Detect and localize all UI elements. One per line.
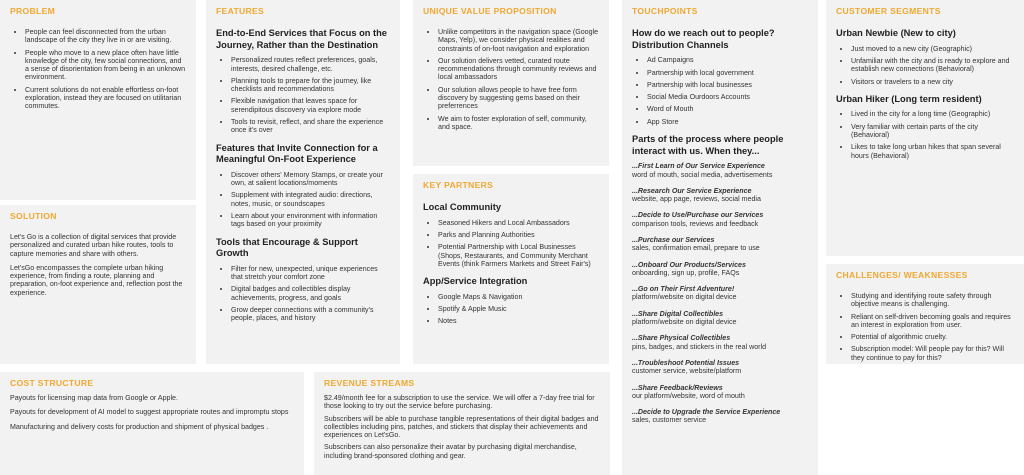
step-answer: customer service, website/platform bbox=[632, 367, 742, 376]
revenue-card bbox=[314, 372, 610, 475]
list-item: • Our solution delivers vetted, curated route recommendations through community reviews and local ambassadors bbox=[438, 57, 599, 82]
challenges-card bbox=[826, 264, 1024, 364]
list-item: • Filter for new, unexpected, unique experiences that stretch your comfort zone bbox=[231, 265, 390, 282]
list-item: • Unfamiliar with the city and is ready to explore and establish new connections (Behavioral) bbox=[851, 57, 1014, 74]
cost-paragraph: Payouts for licensing map data from Google or Apple. bbox=[10, 394, 178, 402]
step-answer: sales, customer service bbox=[632, 416, 707, 425]
list-item: • People can feel disconnected from the urban landscape of the city they live in or are visiting. bbox=[25, 28, 186, 45]
step-answer: pins, badges, and stickers in the real world bbox=[632, 342, 767, 351]
step-question: ...Decide to Use/Purchase our Services bbox=[632, 211, 764, 220]
list-item: • We aim to foster exploration of self, community, and space. bbox=[438, 115, 599, 132]
uvp-title: UNIQUE VALUE PROPOSITION bbox=[423, 6, 557, 16]
list-item: • Tools to revisit, reflect, and share the experience once it's over bbox=[231, 118, 390, 135]
list-item: • Subscription model: Will people pay for this? Will they continue to pay for this? bbox=[851, 345, 1014, 362]
list-item: • Studying and identifying route safety through objective means is challenging. bbox=[851, 292, 1014, 309]
step-question: ...First Learn of Our Service Experience bbox=[632, 162, 765, 171]
segment-list bbox=[836, 45, 1014, 86]
list-item: • App Store bbox=[647, 118, 808, 126]
cost-title: COST STRUCTURE bbox=[10, 378, 94, 388]
list-item: • Notes bbox=[438, 317, 599, 325]
list-item: • Personalized routes reflect preferences, goals, interests, desired challenge, etc. bbox=[231, 56, 390, 73]
segments-card bbox=[826, 0, 1024, 256]
step-answer: our platform/website, word of mouth bbox=[632, 391, 745, 400]
uvp-card bbox=[413, 0, 609, 166]
step-question: ...Purchase our Services bbox=[632, 236, 715, 244]
list-item: • Lived in the city for a long time (Geographic) bbox=[851, 110, 1014, 118]
revenue-paragraph: Subscribers will be able to purchase tangible representations of their digital badges and collectibles including pins, patches, and stickers that display their achievements and experiences on Let'sGo. bbox=[324, 414, 599, 440]
list-item: • Seasoned Hikers and Local Ambassadors bbox=[438, 219, 599, 227]
solution-paragraph: Let'sGo encompasses the complete urban hiking experience, from finding a route, planning and preparation, on-foot experience and, reflection post the experience. bbox=[10, 263, 183, 297]
list-item: • Potential of algorithmic cruelty. bbox=[851, 333, 1014, 341]
list-item: • Flexible navigation that leaves space for serendipitous discovery via explore mode bbox=[231, 97, 390, 114]
list-item: • Digital badges and collectibles display achievements, progress, and goals bbox=[231, 285, 390, 302]
revenue-paragraph: Subscribers can also personalize their avatar by purchasing digital merchandise, including brand-sponsored clothing and gear. bbox=[324, 443, 577, 460]
list-item: • Ad Campaigns bbox=[647, 56, 808, 64]
list-item: • Visitors or travelers to a new city bbox=[851, 78, 1014, 86]
step-question: ...Share Physical Collectibles bbox=[632, 334, 731, 343]
channels-heading: How do we reach out to people? Distribution Channels bbox=[632, 28, 775, 50]
list-item: • Partnership with local government bbox=[647, 69, 808, 77]
step-answer: platform/website on digital device bbox=[632, 293, 737, 302]
list-item: • Parks and Planning Authorities bbox=[438, 231, 599, 239]
partners-list bbox=[423, 219, 599, 268]
process-heading: Parts of the process where people interact with us. When they... bbox=[632, 134, 784, 156]
features-card bbox=[206, 0, 400, 364]
features-heading: Features that Invite Connection for a Meaningful On-Foot Experience bbox=[216, 142, 378, 165]
challenges-title: CHALLENGES/ WEAKNESSES bbox=[836, 270, 968, 280]
list-item: • Discover others' Memory Stamps, or create your own, at salient locations/moments bbox=[231, 171, 390, 188]
step-answer: platform/website on digital device bbox=[632, 318, 737, 327]
list-item: • Learn about your environment with information tags based on your proximity bbox=[231, 212, 390, 229]
segments-title: CUSTOMER SEGMENTS bbox=[836, 6, 941, 16]
list-item: • Potential Partnership with Local Businesses (Shops, Restaurants, and Community Merchant Events (think Farmers Markets and Street Fair's) bbox=[438, 243, 599, 268]
partners-heading: App/Service Integration bbox=[423, 276, 528, 287]
list-item: • Partnership with local businesses bbox=[647, 81, 808, 89]
solution-card bbox=[0, 205, 196, 364]
step-answer: website, app page, reviews, social media bbox=[632, 195, 761, 204]
touchpoints-title: TOUCHPOINTS bbox=[632, 6, 698, 16]
solution-title: SOLUTION bbox=[10, 211, 57, 221]
step-question: ...Decide to Upgrade the Service Experience bbox=[632, 408, 781, 417]
partners-card bbox=[413, 174, 609, 364]
list-item: • Reliant on self-driven becoming goals and requires an interest in exploration from user. bbox=[851, 313, 1014, 330]
list-item: • Just moved to a new city (Geographic) bbox=[851, 45, 1014, 53]
list-item: • Very familiar with certain parts of the city (Behavioral) bbox=[851, 123, 1014, 140]
process-steps bbox=[632, 162, 808, 425]
touchpoints-card bbox=[622, 0, 818, 475]
list-item: • Social Media Ourdoors Accounts bbox=[647, 93, 808, 101]
step-question: ...Share Digital Collectibles bbox=[632, 309, 724, 318]
features-list bbox=[216, 56, 390, 134]
segment-heading: Urban Newbie (New to city) bbox=[836, 28, 956, 38]
list-item: • Unlike competitors in the navigation space (Google Maps, Yelp), we consider physical realities and constraints of on-foot navigation and exploration bbox=[438, 28, 599, 53]
solution-paragraph: Let's Go is a collection of digital services that provide personalized and curated urban hike routes, tools to capture memories and share with others. bbox=[10, 233, 177, 258]
features-title: FEATURES bbox=[216, 6, 265, 16]
list-item: • Spotify & Apple Music bbox=[438, 305, 599, 313]
challenges-list bbox=[836, 292, 1014, 362]
step-answer: sales, confirmation email, prepare to use bbox=[632, 244, 760, 253]
partners-list bbox=[423, 293, 599, 326]
channels-list bbox=[632, 56, 808, 126]
list-item: • Our solution allows people to have free form discovery by suggesting gems based on their preferrences bbox=[438, 86, 599, 111]
step-question: ...Onboard Our Products/Services bbox=[632, 260, 746, 269]
segment-list bbox=[836, 110, 1014, 159]
features-list bbox=[216, 171, 390, 229]
features-heading: Tools that Encourage & Support Growth bbox=[216, 236, 358, 259]
step-question: ...Troubleshoot Potential Issues bbox=[632, 358, 740, 367]
features-heading: End-to-End Services that Focus on the Journey, Rather than the Destination bbox=[216, 28, 387, 50]
revenue-title: REVENUE STREAMS bbox=[324, 378, 415, 388]
cost-paragraph: Manufacturing and delivery costs for production and shipment of physical badges . bbox=[10, 422, 269, 431]
step-question: ...Go on Their First Adventure! bbox=[632, 285, 735, 294]
partners-heading: Local Community bbox=[423, 202, 501, 212]
step-answer: onboarding, sign up, profile, FAQs bbox=[632, 268, 740, 277]
list-item: • Likes to take long urban hikes that span several hours (Behavioral) bbox=[851, 143, 1014, 160]
features-list bbox=[216, 265, 390, 323]
partners-title: KEY PARTNERS bbox=[423, 180, 494, 190]
segment-heading: Urban Hiker (Long term resident) bbox=[836, 93, 982, 104]
list-item: • Google Maps & Navigation bbox=[438, 293, 599, 301]
revenue-paragraph: $2.49/month fee for a subscription to use the service. We will offer a 7-day free trial for those looking to try out the service before purchasing. bbox=[324, 394, 595, 411]
problem-title: PROBLEM bbox=[10, 6, 56, 16]
step-question: ...Research Our Service Experience bbox=[632, 186, 752, 195]
uvp-list bbox=[423, 28, 599, 131]
list-item: • Word of Mouth bbox=[647, 105, 808, 113]
list-item: • Planning tools to prepare for the journey, like checklists and recommendations bbox=[231, 77, 390, 94]
problem-list bbox=[10, 28, 186, 111]
list-item: • Supplement with integrated audio: directions, notes, music, or soundscapes bbox=[231, 191, 390, 208]
step-answer: word of mouth, social media, advertisements bbox=[632, 170, 773, 179]
list-item: • People who move to a new place often have little knowledge of the city, few social connections, and a sense of disorientation from being in an unknown environment. bbox=[25, 49, 186, 82]
step-question: ...Share Feedback/Reviews bbox=[632, 383, 723, 392]
list-item: • Current solutions do not enable effortless on-foot exploration, instead they are focused on utilitarian commutes. bbox=[25, 86, 186, 111]
cost-card bbox=[0, 372, 304, 475]
cost-paragraph: Payouts for development of AI model to suggest appropriate routes and impromptu stops bbox=[10, 408, 289, 417]
list-item: • Grow deeper connections with a community's people, places, and history bbox=[231, 306, 390, 323]
problem-card bbox=[0, 0, 196, 200]
step-answer: comparison tools, reviews and feedback bbox=[632, 219, 759, 228]
